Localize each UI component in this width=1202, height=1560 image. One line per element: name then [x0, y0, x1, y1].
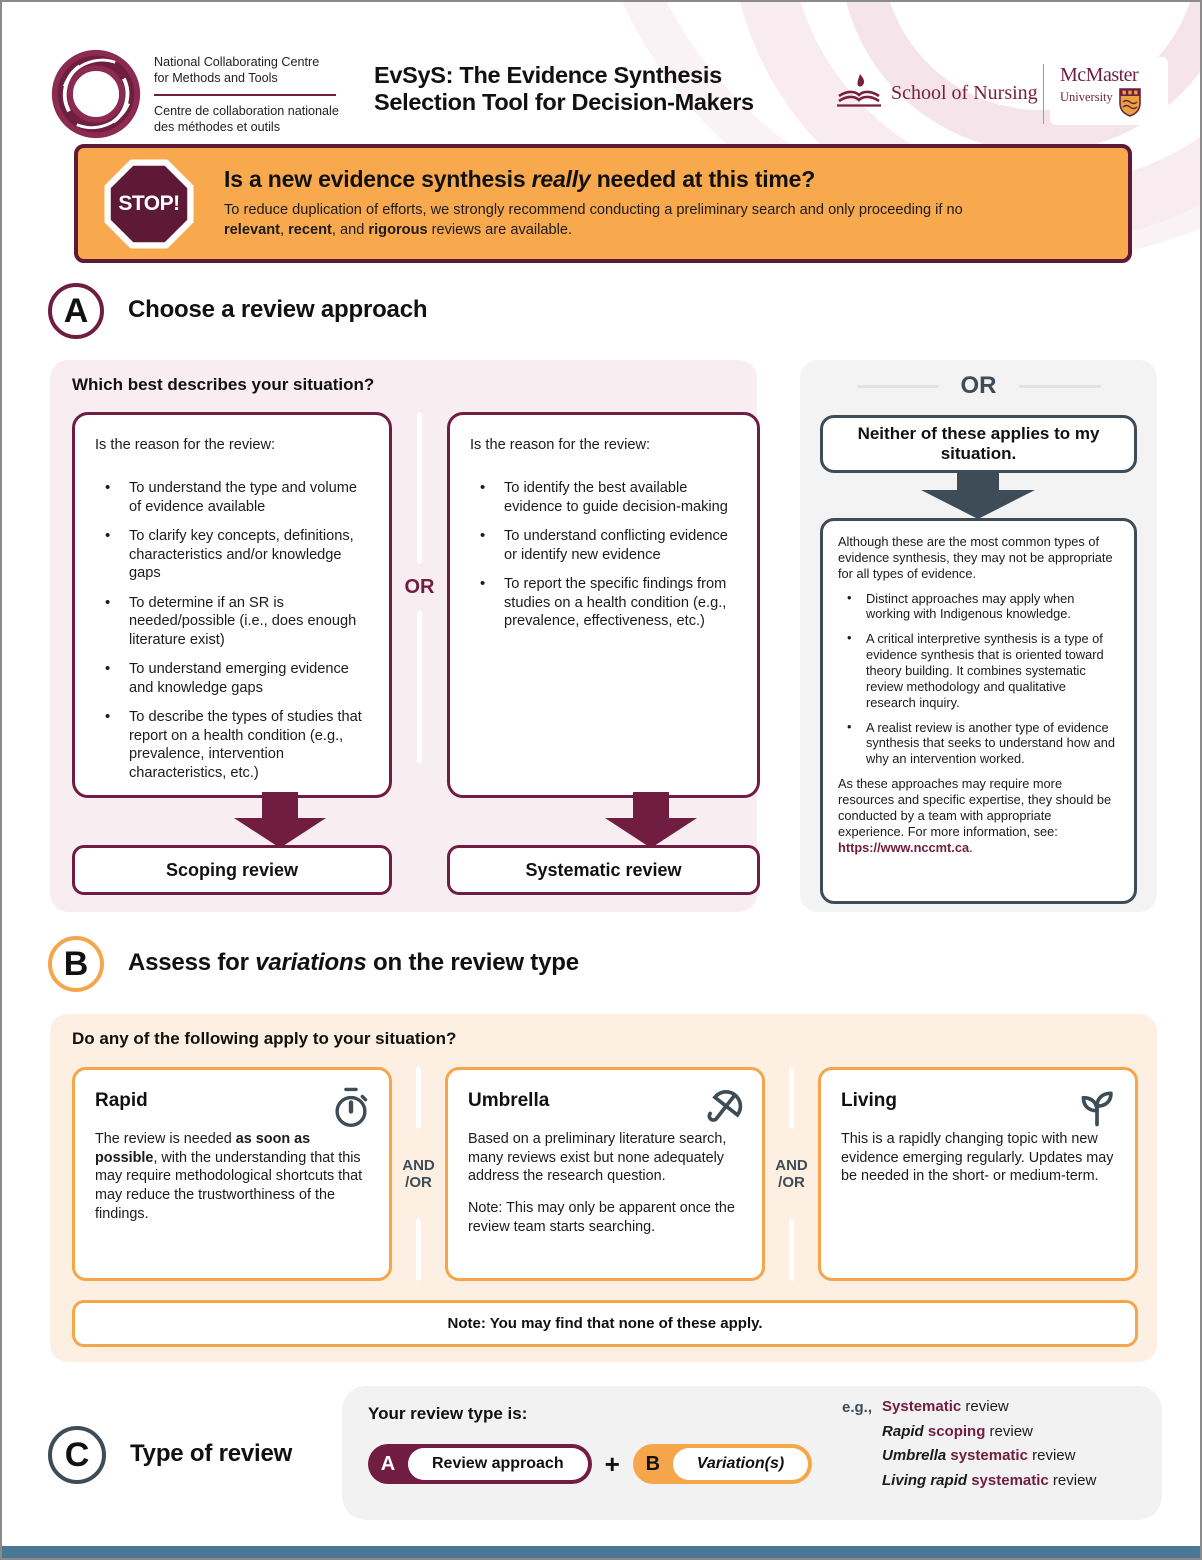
- nccmt-name-fr-line1: Centre de collaboration nationale: [154, 103, 339, 118]
- reason-intro: Is the reason for the review:: [95, 437, 276, 453]
- footer-strip: [2, 1546, 1200, 1558]
- nccmt-wordmark: [154, 54, 339, 140]
- mcmaster-university-label: University: [1060, 90, 1113, 104]
- nccmt-link[interactable]: https://www.nccmt.ca: [838, 839, 970, 855]
- examples-block: [842, 1398, 1096, 1489]
- rapid-body: The review is needed as soon as possible, with the understanding that this may require methodological shortcuts that may reduce the trustworthiness of the findings.: [95, 1131, 363, 1222]
- rapid-variation-box: [72, 1067, 392, 1281]
- divider-line: [416, 1067, 421, 1129]
- divider-line: [1019, 385, 1101, 388]
- bullet-item: • To determine if an SR is needed/possible (i.e., does enough literature exist): [95, 594, 371, 650]
- bullet-item: • Distinct approaches may apply when working with Indigenous knowledge.: [838, 591, 1119, 623]
- rapid-title: Rapid: [95, 1090, 148, 1111]
- example-line: Umbrella systematic review: [882, 1447, 1076, 1464]
- review-type-lead: Your review type is:: [368, 1404, 528, 1423]
- and-or-label: AND /OR: [775, 1156, 808, 1191]
- step-a-title: Choose a review approach: [128, 296, 428, 323]
- pill-b-letter: B: [645, 1452, 661, 1475]
- down-arrow-icon: [234, 792, 326, 848]
- panel-review-type: [342, 1386, 1162, 1520]
- stop-title: Is a new evidence synthesis really needed at this time?: [224, 166, 816, 193]
- plus-sign: +: [604, 1448, 620, 1479]
- neither-applies-box: Neither of these applies to my situation.: [820, 415, 1137, 473]
- school-of-nursing-logo: [835, 72, 1038, 114]
- bullet-item: • A realist review is another type of evidence synthesis that seeks to understand how and why an intervention worked.: [838, 720, 1119, 768]
- example-line: Rapid scoping review: [882, 1422, 1033, 1440]
- divider-line: [857, 385, 939, 388]
- living-variation-box: [818, 1067, 1138, 1281]
- step-b-badge: B: [48, 936, 104, 992]
- living-body: This is a rapidly changing topic with new evidence emerging regularly. Updates may be needed in the short- or medium-term.: [841, 1131, 1114, 1185]
- nccmt-divider: [154, 94, 336, 96]
- scoping-reason-list: [95, 479, 371, 782]
- divider-line: [417, 412, 422, 564]
- or-divider: [392, 412, 447, 798]
- bullet-item: • To understand the type and volume of evidence available: [95, 479, 371, 516]
- side-or-heading: [800, 372, 1157, 400]
- school-of-nursing-label: School of Nursing: [891, 81, 1038, 104]
- stop-sign-icon: [104, 159, 194, 249]
- divider-line: [789, 1067, 794, 1129]
- systematic-reason-list: [470, 479, 739, 631]
- page-title: EvSyS: The Evidence Synthesis Selection Tool for Decision-Makers: [374, 62, 754, 115]
- other-approaches-intro: Although these are the most common types of evidence synthesis, they may not be appropriate for all types of evidence.: [838, 534, 1113, 581]
- nccmt-logo-icon: [48, 46, 144, 142]
- stop-banner: [74, 144, 1132, 263]
- sprout-icon: [1075, 1086, 1119, 1130]
- stopwatch-icon: [329, 1086, 373, 1130]
- other-approaches-list: [838, 591, 1119, 768]
- umbrella-icon: [702, 1086, 746, 1130]
- mcmaster-logo: [1050, 57, 1168, 125]
- bullet-item: • A critical interpretive synthesis is a type of evidence synthesis that is oriented toward theory building. It combines systematic review methodology and qualitative research inquiry.: [838, 631, 1119, 710]
- pill-b-label: Variation(s): [673, 1448, 808, 1480]
- step-a-badge: A: [48, 283, 104, 339]
- panel-choose-approach: [50, 360, 757, 912]
- eg-label: e.g.,: [842, 1399, 873, 1416]
- mcmaster-wordmark: McMaster: [1060, 64, 1139, 86]
- stop-body: To reduce duplication of efforts, we strongly recommend conducting a preliminary search and only proceeding if no relevant, recent, and rigorous reviews are available.: [224, 202, 963, 238]
- reason-intro: Is the reason for the review:: [470, 437, 651, 453]
- panel-neither-applies: [800, 360, 1157, 912]
- umbrella-note: Note: This may only be apparent once the review team starts searching.: [468, 1200, 735, 1235]
- panel-variations: [50, 1014, 1157, 1362]
- and-or-divider: [765, 1067, 818, 1281]
- nccmt-name-fr-line2: des méthodes et outils: [154, 120, 281, 135]
- divider-line: [416, 1219, 421, 1281]
- divider-line: [789, 1219, 794, 1281]
- bullet-item: • To identify the best available evidence to guide decision-making: [470, 479, 739, 516]
- pill-a-label: Review approach: [408, 1448, 588, 1480]
- down-arrow-icon: [605, 792, 697, 848]
- divider-line: [417, 611, 422, 763]
- umbrella-variation-box: [445, 1067, 765, 1281]
- panel-b-question: Do any of the following apply to your situation?: [72, 1029, 457, 1048]
- other-approaches-box: [820, 518, 1137, 904]
- stop-badge-label: STOP!: [118, 191, 180, 215]
- other-approaches-closing: As these approaches may require more resources and specific expertise, they should be conducted by a team with appropriate experience. For more information, see: https://www.nccmt.ca.: [838, 776, 1112, 855]
- nccmt-name-en-line2: for Methods and Tools: [154, 71, 278, 86]
- bullet-item: • To describe the types of studies that report on a health condition (e.g., prevalence, intervention characteristics, etc.): [95, 708, 371, 782]
- bullet-item: • To report the specific findings from studies on a health condition (e.g., prevalence, effectiveness, etc.): [470, 575, 739, 631]
- umbrella-body: Based on a preliminary literature search, many reviews exist but none adequately address the research question.: [468, 1131, 727, 1185]
- step-b-title: Assess for variations on the review type: [128, 949, 579, 976]
- and-or-label: AND /OR: [402, 1156, 435, 1191]
- systematic-reasons-box: [447, 412, 760, 798]
- scoping-review-result: Scoping review: [72, 845, 392, 895]
- variations-pill: [633, 1444, 812, 1484]
- pill-a-letter: A: [380, 1452, 396, 1475]
- step-c-title: Type of review: [130, 1440, 293, 1467]
- nccmt-name-en-line1: National Collaborating Centre: [154, 55, 320, 69]
- or-label: OR: [404, 576, 435, 598]
- review-type-formula: [368, 1444, 812, 1484]
- bullet-item: • To understand conflicting evidence or identify new evidence: [470, 527, 739, 564]
- example-line: Living rapid systematic review: [882, 1471, 1097, 1489]
- and-or-divider: [392, 1067, 445, 1281]
- mcmaster-crest-icon: [1118, 87, 1142, 117]
- bullet-item: • To understand emerging evidence and knowledge gaps: [95, 660, 371, 697]
- none-apply-note: Note: You may find that none of these apply.: [72, 1300, 1138, 1347]
- example-line: Systematic review: [882, 1398, 1009, 1415]
- step-c-badge: C: [48, 1426, 106, 1484]
- book-flame-icon: [835, 72, 883, 114]
- systematic-review-result: Systematic review: [447, 845, 760, 895]
- bullet-item: • To clarify key concepts, definitions, characteristics and/or knowledge gaps: [95, 527, 371, 583]
- or-label: OR: [960, 372, 997, 399]
- scoping-reasons-box: [72, 412, 392, 798]
- living-title: Living: [841, 1090, 897, 1111]
- umbrella-title: Umbrella: [468, 1090, 550, 1111]
- header-divider: [1043, 64, 1044, 124]
- review-approach-pill: [368, 1444, 592, 1484]
- panel-a-question: Which best describes your situation?: [72, 375, 375, 394]
- down-arrow-icon: [921, 473, 1035, 519]
